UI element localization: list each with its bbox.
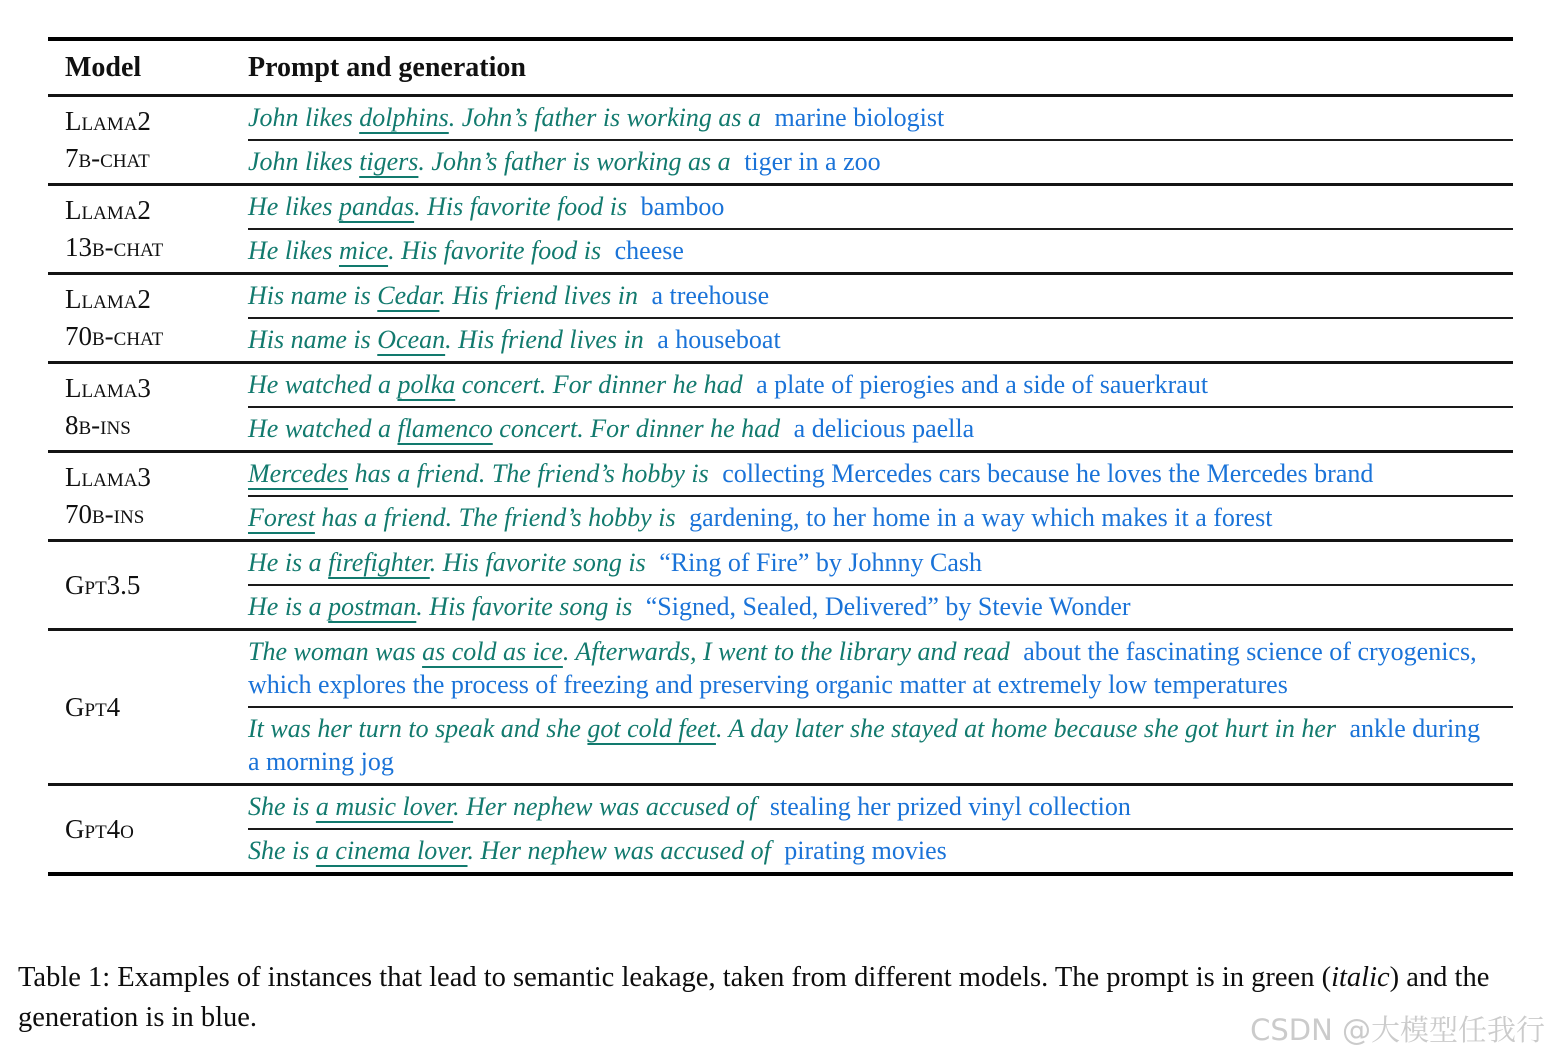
model-name-line: Llama3 — [65, 462, 151, 492]
model-name-line: Llama2 — [65, 284, 151, 314]
prompt-segment: concert. For dinner he had — [492, 414, 781, 443]
prompt-text — [248, 281, 638, 310]
caption-italic-word: italic — [1331, 962, 1390, 993]
prompt-segment: . John’s father is working as a — [418, 147, 731, 176]
generation-text: stealing her prized vinyl collection — [769, 792, 1131, 821]
prompt-segment: It was her turn to speak and she — [248, 714, 588, 743]
table-row — [48, 97, 1513, 186]
table-row — [48, 186, 1513, 275]
generation-text: cheese — [614, 236, 684, 265]
prompt-generation-entry — [248, 186, 1513, 228]
model-name-line: 8b-ins — [65, 410, 131, 440]
model-name — [48, 786, 248, 872]
caption-prefix: Table 1: Examples of instances that lead to semantic leakage, taken from different models. The prompt is in green ( — [18, 962, 1332, 993]
prompt-text — [248, 592, 632, 621]
prompt-text — [248, 192, 627, 221]
prompt-generation-entry — [248, 275, 1513, 317]
column-header-model: Model — [65, 52, 142, 83]
table-row — [48, 364, 1513, 453]
prompt-segment: . His friend lives in — [439, 281, 638, 310]
prompt-generation-cell — [248, 186, 1513, 272]
underlined-term: flamenco — [397, 414, 493, 443]
prompt-segment: . Afterwards, I went to the library and read — [562, 637, 1010, 666]
model-name-line: 70b-ins — [65, 499, 145, 529]
prompt-text — [248, 792, 756, 821]
prompt-segment: . His favorite song is — [416, 592, 633, 621]
model-name — [48, 364, 248, 450]
model-name — [48, 631, 248, 783]
generation-text: marine biologist — [774, 103, 945, 132]
prompt-generation-entry — [248, 706, 1513, 783]
table-header-row — [48, 41, 1513, 97]
prompt-segment: John likes — [248, 103, 360, 132]
prompt-segment: . His favorite food is — [414, 192, 628, 221]
prompt-generation-entry — [248, 828, 1513, 872]
model-name-line: Llama3 — [65, 373, 151, 403]
generation-text: a delicious paella — [793, 414, 975, 443]
underlined-term: tigers — [359, 147, 419, 176]
prompt-generation-entry — [248, 406, 1513, 450]
prompt-segment: His name is — [248, 325, 378, 354]
table-row — [48, 275, 1513, 364]
prompt-generation-cell — [248, 786, 1513, 872]
underlined-term: Ocean — [377, 325, 446, 354]
prompt-segment: has a friend. The friend’s hobby is — [348, 459, 709, 488]
model-name-line: Gpt4o — [65, 813, 134, 844]
prompt-generation-entry — [248, 631, 1513, 706]
model-name-line: 7b-chat — [65, 143, 150, 173]
prompt-segment: The woman was — [248, 637, 423, 666]
table-body — [48, 97, 1513, 872]
prompt-generation-cell — [248, 631, 1513, 783]
prompt-text — [248, 548, 646, 577]
table-row — [48, 542, 1513, 631]
generation-text: tiger in a zoo — [744, 147, 881, 176]
prompt-generation-entry — [248, 97, 1513, 139]
generation-text: “Ring of Fire” by Johnny Cash — [659, 548, 983, 577]
generation-text: gardening, to her home in a way which makes it a forest — [689, 503, 1273, 532]
prompt-generation-cell — [248, 542, 1513, 628]
table-row — [48, 453, 1513, 542]
table-row — [48, 786, 1513, 872]
prompt-generation-cell — [248, 275, 1513, 361]
underlined-term: mice — [338, 236, 389, 265]
prompt-generation-entry — [248, 228, 1513, 272]
prompt-generation-entry — [248, 317, 1513, 361]
model-name-line: Gpt3.5 — [65, 569, 141, 600]
prompt-segment: He is a — [248, 592, 329, 621]
prompt-segment: . Her nephew was accused of — [467, 836, 771, 865]
prompt-segment: John likes — [248, 147, 360, 176]
generation-text: pirating movies — [784, 836, 947, 865]
underlined-term: a cinema lover — [315, 836, 468, 865]
generation-text: a plate of pierogies and a side of sauerkraut — [756, 370, 1209, 399]
prompt-text — [248, 370, 743, 399]
prompt-text — [248, 103, 761, 132]
prompt-segment: . His favorite food is — [388, 236, 602, 265]
model-name-line: 70b-chat — [65, 321, 164, 351]
prompt-text — [248, 714, 1336, 743]
model-name-line: Llama2 — [65, 106, 151, 136]
underlined-term: postman — [328, 592, 417, 621]
underlined-term: a music lover — [315, 792, 454, 821]
model-name — [48, 542, 248, 628]
caption-suffix: ) and the generation is in blue. — [18, 962, 1490, 1033]
generation-text: about the fascinating science of cryogenics, which explores the process of freezing and preserving organic matter at extremely low temperatures — [248, 637, 1477, 699]
underlined-term: Cedar — [377, 281, 440, 310]
prompt-segment: . John’s father is working as a — [448, 103, 762, 132]
prompt-generation-cell — [248, 97, 1513, 183]
prompt-generation-entry — [248, 495, 1513, 539]
prompt-generation-entry — [248, 584, 1513, 628]
column-header-prompt-and-generation: Prompt and generation — [248, 52, 526, 83]
underlined-term: pandas — [338, 192, 415, 221]
csdn-watermark: CSDN @大模型任我行 — [1250, 1013, 1545, 1047]
prompt-segment: He watched a — [248, 370, 398, 399]
underlined-term: Mercedes — [248, 459, 349, 488]
prompt-text — [248, 836, 771, 865]
prompt-segment: He likes — [248, 236, 339, 265]
underlined-term: polka — [397, 370, 456, 399]
prompt-generation-entry — [248, 542, 1513, 584]
generation-text: bamboo — [640, 192, 725, 221]
generation-text: a treehouse — [651, 281, 770, 310]
prompt-segment: His name is — [248, 281, 378, 310]
prompt-generation-entry — [248, 364, 1513, 406]
model-name — [48, 186, 248, 272]
generation-text: ankle during a morning jog — [248, 714, 1481, 776]
prompt-text — [248, 236, 601, 265]
prompt-generation-entry — [248, 139, 1513, 183]
underlined-term: firefighter — [328, 548, 430, 577]
model-name — [48, 275, 248, 361]
prompt-segment: She is — [248, 836, 316, 865]
underlined-term: Forest — [248, 503, 315, 532]
prompt-text — [248, 503, 676, 532]
prompt-segment: . Her nephew was accused of — [453, 792, 757, 821]
generation-text: “Signed, Sealed, Delivered” by Stevie Wonder — [645, 592, 1131, 621]
prompt-generation-entry — [248, 786, 1513, 828]
prompt-text — [248, 637, 1010, 666]
prompt-segment: . His friend lives in — [445, 325, 644, 354]
prompt-generation-cell — [248, 453, 1513, 539]
prompt-text — [248, 147, 731, 176]
prompt-segment: . A day later she stayed at home because she got hurt in her — [715, 714, 1336, 743]
model-name-line: Llama2 — [65, 195, 151, 225]
underlined-term: got cold feet — [587, 714, 716, 743]
prompt-generation-cell — [248, 364, 1513, 450]
model-name-line: Gpt4 — [65, 691, 121, 722]
results-table — [48, 37, 1513, 876]
prompt-segment: He watched a — [248, 414, 398, 443]
prompt-text — [248, 414, 780, 443]
prompt-segment: She is — [248, 792, 316, 821]
model-name — [48, 97, 248, 183]
prompt-segment: concert. For dinner he had — [455, 370, 743, 399]
prompt-segment: . His favorite song is — [429, 548, 646, 577]
model-name-line: 13b-chat — [65, 232, 164, 262]
prompt-segment: He likes — [248, 192, 339, 221]
underlined-term: dolphins — [359, 103, 449, 132]
prompt-text — [248, 325, 644, 354]
underlined-term: as cold as ice — [422, 637, 563, 666]
generation-text: collecting Mercedes cars because he loves the Mercedes brand — [722, 459, 1374, 488]
table-row — [48, 631, 1513, 786]
prompt-generation-entry — [248, 453, 1513, 495]
prompt-text — [248, 459, 709, 488]
prompt-segment: He is a — [248, 548, 329, 577]
generation-text: a houseboat — [657, 325, 781, 354]
model-name — [48, 453, 248, 539]
prompt-segment: has a friend. The friend’s hobby is — [314, 503, 676, 532]
